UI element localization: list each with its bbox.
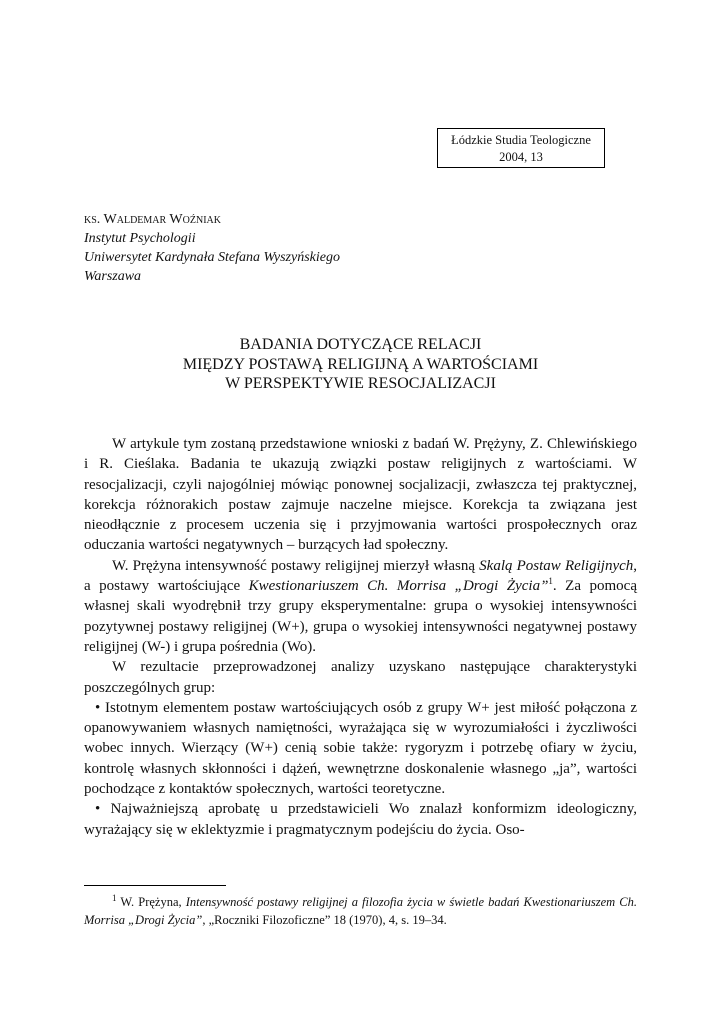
article-body <box>84 434 637 840</box>
bullet-item-2: • Najważniejszą aprobatę u przedstawicieli Wo znalazł konformizm ideologiczny, wyrażający się w eklektyzmie i pragmatycznym podejściu do życia. Oso- <box>84 801 637 838</box>
author-city: Warszawa <box>84 269 142 284</box>
journal-year-volume: 2004, 13 <box>499 150 543 164</box>
article-title <box>84 335 637 394</box>
bullet-item-1: • Istotnym elementem postaw wartościujących osób z grupy W+ jest miłość połączona z opanowywaniem własnych namiętności, wyrażająca się w wyrozumiałości i życzliwości wobec innych. Wierzący (W+) cenią sobie także: rygoryzm i potrzebę ofiary w życiu, kontrolę własnych skłonności i dążeń, wewnętrzne doskonalenie własnego „ja”, wartości pochodzące z kontaktów społecznych, wartości teoretyczne. <box>84 699 637 798</box>
footnote-divider <box>84 885 226 886</box>
author-institute: Instytut Psychologii <box>84 231 196 246</box>
author-university: Uniwersytet Kardynała Stefana Wyszyńskiego <box>84 250 340 265</box>
journal-name: Łódzkie Studia Teologiczne <box>451 133 591 147</box>
scale-name: Skalą Postaw Religijnych <box>479 557 634 574</box>
footnote-author: W. Prężyna, <box>116 895 186 909</box>
questionnaire-name: Kwestionariuszem Ch. Morrisa „Drogi Życia” <box>248 578 549 595</box>
title-line-3: W PERSPEKTYWIE RESOCJALIZACJI <box>225 375 496 392</box>
paragraph-1: W artykule tym zostaną przedstawione wnioski z badań W. Prężyny, Z. Chlewińskiego i R. Cieślaka. Badania te ukazują związki postaw religijnych z wartościami. W resocjalizacji, czyli najogólniej mówiąc ponownej socjalizacji, zwłaszcza tej praktycznej, korekcja różnorakich postaw zajmuje naczelne miejsce. Korekcja ta związana jest nieodłącznie z procesem uczenia się i przyjmowania wartości prospołecznych oraz oduczania wartości negatywnych – burzących ład społeczny. <box>84 436 637 554</box>
journal-info-box <box>437 128 605 168</box>
author-block <box>84 210 340 286</box>
footnote-source: , „Roczniki Filozoficzne” 18 (1970), 4, s. 19–34. <box>202 913 447 927</box>
footnote-number: 1 <box>112 892 117 903</box>
title-line-2: MIĘDZY POSTAWĄ RELIGIJNĄ A WARTOŚCIAMI <box>182 355 539 373</box>
footnote-1 <box>84 893 637 929</box>
author-name: ks. Waldemar Woźniak <box>84 212 221 227</box>
footnote <box>84 893 637 929</box>
paragraph-3: W rezultacie przeprowadzonej analizy uzyskano następujące charakterystyki poszczególnych grup: <box>84 659 637 696</box>
p2-text-c: . Za pomocą własnej skali wyodrębnił trzy grupy eksperymentalne: grupa o wysokiej intensywności pozytywnej postawy religijnej (W+), grupa o wysokiej intensywności negatywnej postawy religijnej (W-) i grupa pośrednia (Wo). <box>84 578 637 655</box>
p2-text-a: W. Prężyna intensywność postawy religijnej mierzył własną <box>112 557 480 574</box>
footnote-title: Intensywność postawy religijnej a filozofia życia w świetle badań Kwestionariuszem Ch. Morrisa „Drogi Życia” <box>84 895 637 927</box>
paragraph-2 <box>84 556 637 657</box>
p2-text-b: , a postawy wartościujące <box>84 557 638 595</box>
title-line-1: BADANIA DOTYCZĄCE RELACJI <box>239 336 482 353</box>
footnote-ref[interactable]: 1 <box>548 576 553 587</box>
